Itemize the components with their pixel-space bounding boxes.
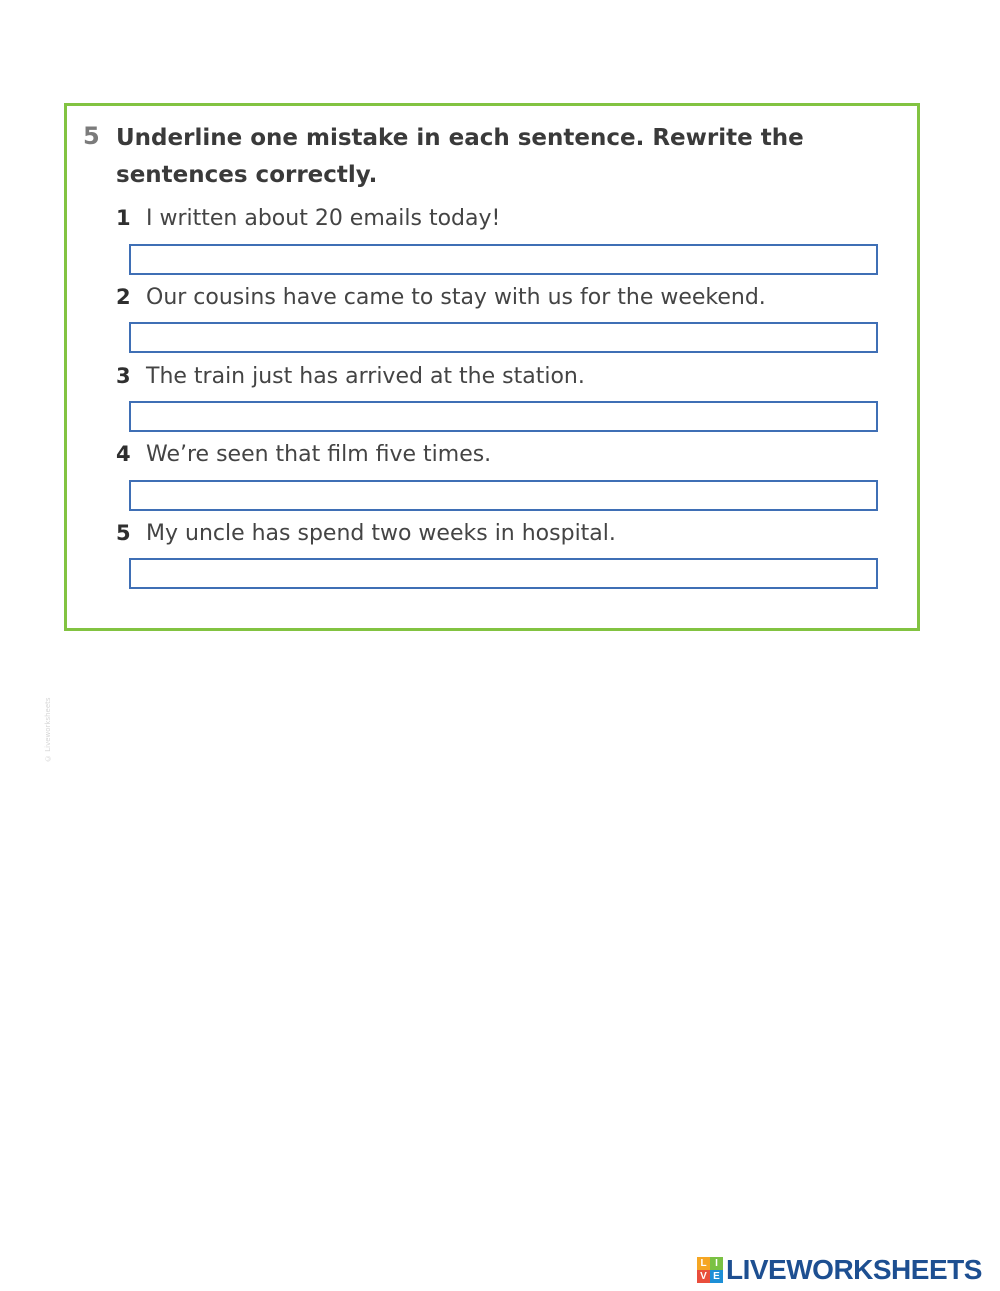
sentence-text: I written about 20 emails today! (146, 206, 501, 231)
sentence-text: My uncle has spend two weeks in hospital. (146, 521, 616, 546)
liveworksheets-logo-icon (697, 1257, 723, 1283)
copyright-watermark: © Liveworksheets (44, 697, 52, 762)
exercise-number: 5 (83, 122, 101, 150)
exercise-instruction: Underline one mistake in each sentence. Rewrite the sentences correctly. (116, 125, 804, 188)
logo-letter: L (697, 1257, 710, 1270)
logo-letter: I (710, 1257, 723, 1270)
answer-input-3[interactable] (129, 401, 878, 432)
exercise-box (64, 103, 920, 631)
sentence-number: 4 (116, 442, 131, 466)
sentence-text: We’re seen that film five times. (146, 442, 492, 467)
sentence-text: The train just has arrived at the station. (146, 364, 585, 389)
sentence-item-3 (116, 364, 876, 404)
sentence-number: 3 (116, 364, 131, 388)
answer-input-5[interactable] (129, 558, 878, 589)
sentence-number: 1 (116, 206, 131, 230)
logo-letter: V (697, 1270, 710, 1283)
sentence-text: Our cousins have came to stay with us for the weekend. (146, 285, 766, 310)
sentence-number: 5 (116, 521, 131, 545)
logo-letter: E (710, 1270, 723, 1283)
answer-input-1[interactable] (129, 244, 878, 275)
brand-name: LIVEWORKSHEETS (726, 1254, 982, 1285)
sentence-number: 2 (116, 285, 131, 309)
answer-input-4[interactable] (129, 480, 878, 511)
answer-input-2[interactable] (129, 322, 878, 353)
liveworksheets-brand[interactable] (697, 1254, 982, 1286)
sentence-item-1 (116, 206, 876, 246)
sentence-item-2 (116, 285, 876, 325)
sentence-item-4 (116, 442, 876, 482)
sentence-item-5 (116, 521, 876, 561)
